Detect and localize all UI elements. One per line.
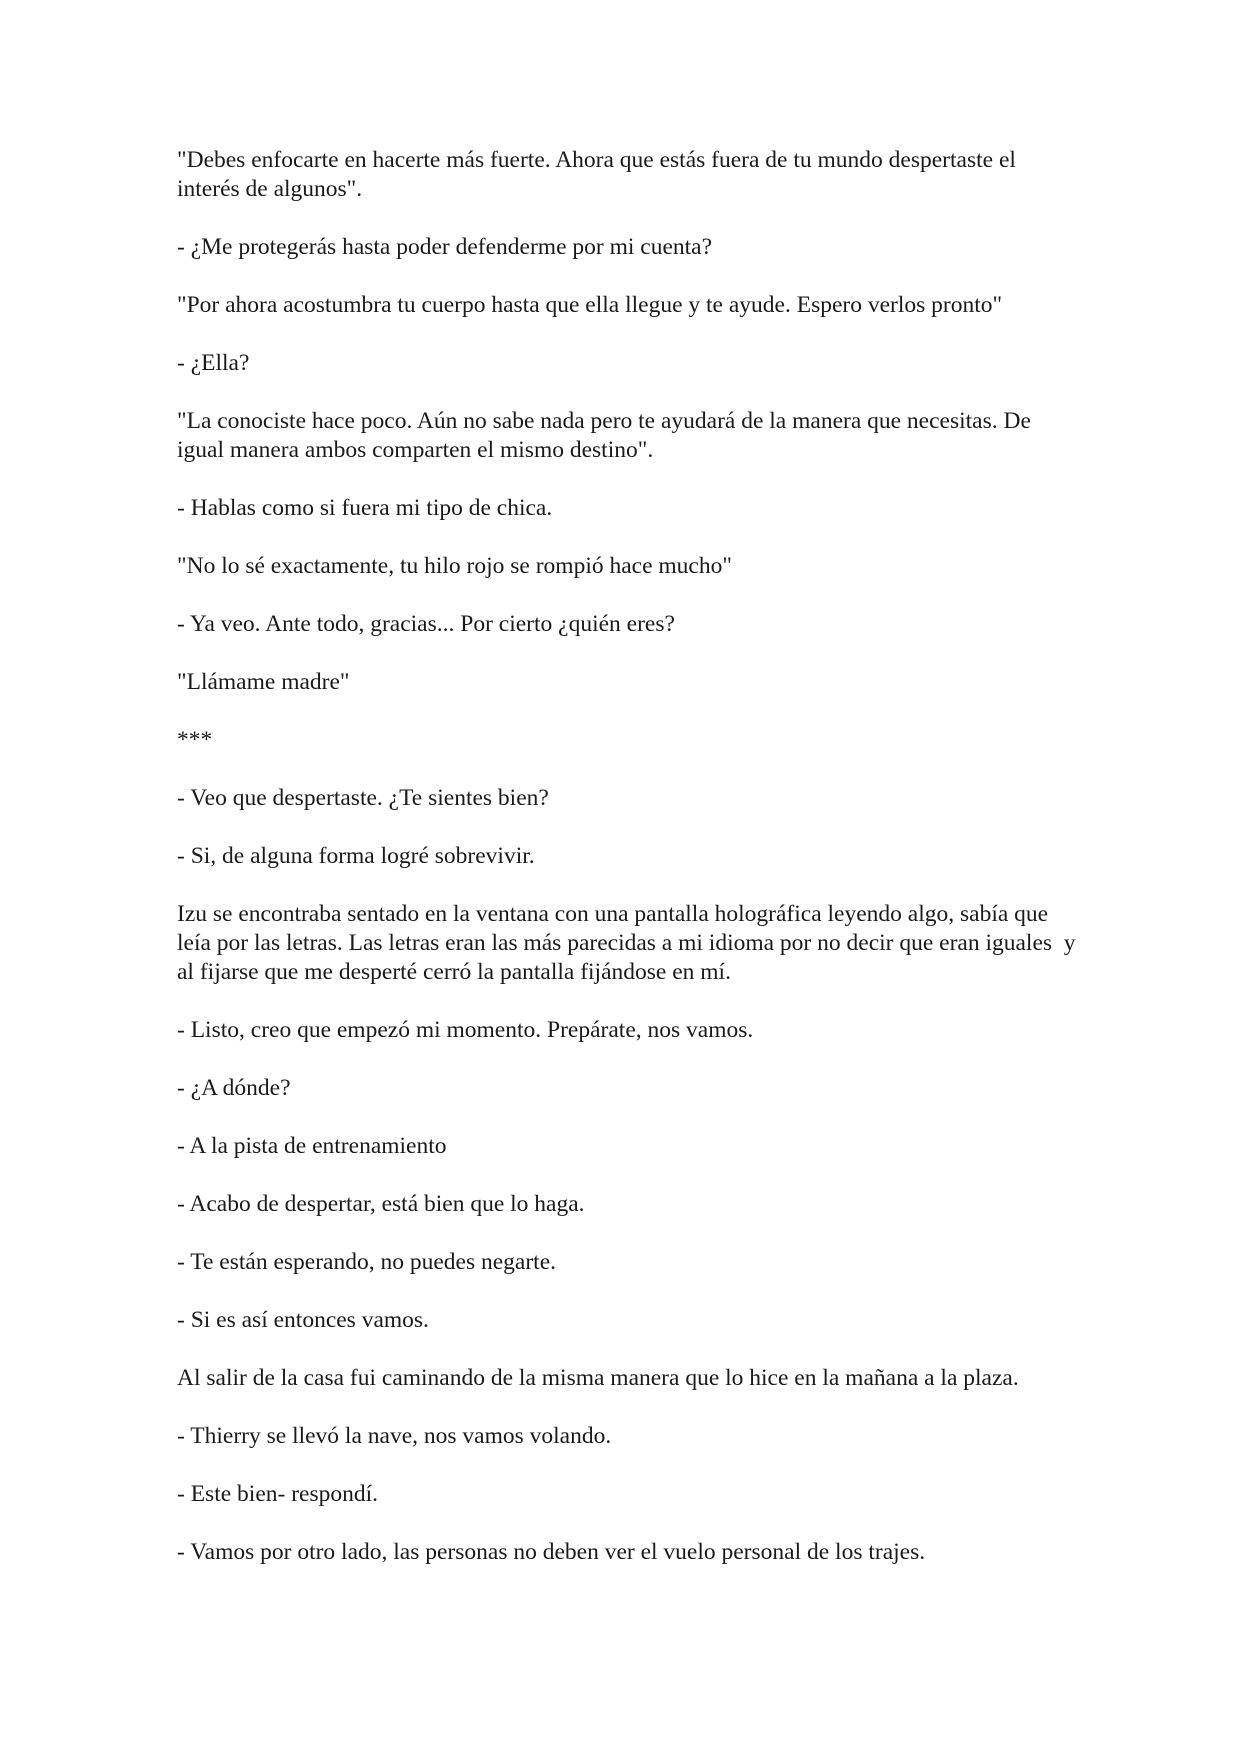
- paragraph-23: - Vamos por otro lado, las personas no deben ver el vuelo personal de los trajes.: [177, 1539, 926, 1565]
- paragraph-14: - Listo, creo que empezó mi momento. Prepárate, nos vamos.: [177, 1017, 754, 1043]
- paragraph-16: - A la pista de entrenamiento: [177, 1133, 447, 1159]
- paragraph-8: - Ya veo. Ante todo, gracias... Por cierto ¿quién eres?: [177, 611, 675, 637]
- paragraph-13: Izu se encontraba sentado en la ventana con una pantalla holográfica leyendo algo, sabía que leía por las letras. Las letras eran las más parecidas a mi idioma por no decir que eran iguales y al fijarse que me desperté cerró la pantalla fijándose en mí.: [177, 901, 1082, 985]
- scene-break: ***: [177, 727, 213, 753]
- paragraph-11: - Veo que despertaste. ¿Te sientes bien?: [177, 785, 549, 811]
- paragraph-19: - Si es así entonces vamos.: [177, 1307, 429, 1333]
- paragraph-9: "Llámame madre": [177, 669, 350, 695]
- paragraph-1: "Debes enfocarte en hacerte más fuerte. Ahora que estás fuera de tu mundo despertaste el interés de algunos".: [177, 147, 1022, 202]
- paragraph-5: "La conociste hace poco. Aún no sabe nada pero te ayudará de la manera que necesitas. De igual manera ambos comparten el mismo destino".: [177, 408, 1037, 463]
- paragraph-21: - Thierry se llevó la nave, nos vamos volando.: [177, 1423, 612, 1449]
- paragraph-2: - ¿Me protegerás hasta poder defenderme por mi cuenta?: [177, 234, 713, 260]
- paragraph-20: Al salir de la casa fui caminando de la misma manera que lo hice en la mañana a la plaza.: [177, 1365, 1019, 1391]
- paragraph-15: - ¿A dónde?: [177, 1075, 291, 1101]
- paragraph-17: - Acabo de despertar, está bien que lo haga.: [177, 1191, 585, 1217]
- document-body: [177, 146, 1082, 1567]
- paragraph-6: - Hablas como si fuera mi tipo de chica.: [177, 495, 553, 521]
- paragraph-3: "Por ahora acostumbra tu cuerpo hasta que ella llegue y te ayude. Espero verlos pronto": [177, 292, 1003, 318]
- paragraph-22: - Este bien- respondí.: [177, 1481, 379, 1507]
- paragraph-12: - Si, de alguna forma logré sobrevivir.: [177, 843, 535, 869]
- paragraph-7: "No lo sé exactamente, tu hilo rojo se rompió hace mucho": [177, 553, 732, 579]
- paragraph-18: - Te están esperando, no puedes negarte.: [177, 1249, 556, 1275]
- paragraph-4: - ¿Ella?: [177, 350, 250, 376]
